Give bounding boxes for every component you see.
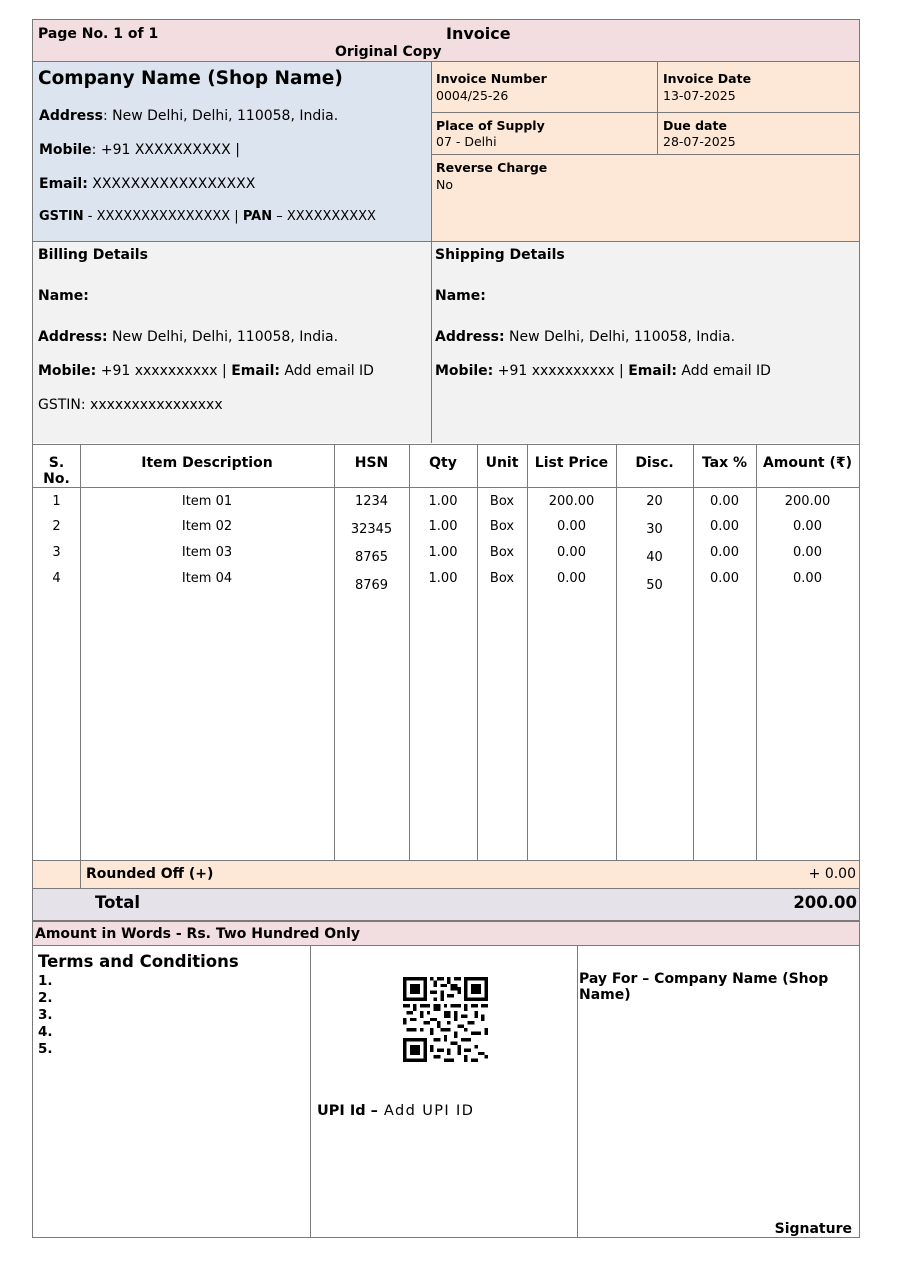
- cell-qty: 1.00: [428, 545, 458, 560]
- cell-list-price: 0.00: [557, 571, 586, 586]
- invoice-date: 13-07-2025: [663, 88, 736, 103]
- shipping-title: Shipping Details: [435, 247, 565, 263]
- shipping-name-label: Name:: [435, 288, 486, 304]
- payment-block: [578, 946, 859, 1238]
- col-header-discount: Disc.: [635, 455, 674, 471]
- cell-list-price: 200.00: [548, 494, 595, 509]
- page-number: Page No. 1 of 1: [38, 26, 159, 42]
- amount-in-words-row: [33, 922, 859, 945]
- invoice-header: [33, 20, 859, 61]
- billing-gstin: GSTIN: xxxxxxxxxxxxxxxx: [38, 397, 223, 413]
- billing-block: [33, 242, 431, 443]
- company-email: Email: XXXXXXXXXXXXXXXXX: [39, 176, 256, 192]
- invoice-number: 0004/25-26: [436, 88, 509, 103]
- terms-block: [33, 946, 310, 1238]
- cell-qty: 1.00: [428, 494, 458, 509]
- col-header-amount: Amount (₹): [762, 455, 853, 471]
- copy-label: Original Copy: [335, 44, 442, 60]
- billing-address: Address: New Delhi, Delhi, 110058, India.: [38, 329, 339, 345]
- shipping-contact: Mobile: +91 xxxxxxxxxx | Email: Add email ID: [435, 363, 771, 379]
- cell-hsn: 8765: [354, 550, 389, 565]
- cell-sno: 2: [52, 519, 61, 534]
- terms-item: 1.: [38, 973, 53, 989]
- company-block: [33, 62, 431, 241]
- cell-unit: Box: [489, 571, 515, 586]
- due-date-label: Due date: [663, 118, 727, 133]
- company-name: Company Name (Shop Name): [38, 68, 343, 89]
- invoice-title: Invoice: [446, 24, 511, 43]
- cell-tax: 0.00: [710, 571, 739, 586]
- cell-discount: 50: [646, 578, 663, 593]
- cell-description: Item 01: [181, 494, 233, 509]
- cell-unit: Box: [489, 519, 515, 534]
- cell-hsn: 8769: [354, 578, 389, 593]
- total-row: [33, 889, 859, 920]
- invoice-number-label: Invoice Number: [436, 71, 547, 86]
- col-header-description: Item Description: [141, 455, 273, 471]
- cell-description: Item 03: [181, 545, 233, 560]
- company-mobile: Mobile: +91 XXXXXXXXXX |: [39, 142, 240, 158]
- billing-title: Billing Details: [38, 247, 148, 263]
- cell-unit: Box: [489, 545, 515, 560]
- signature-label: Signature: [774, 1221, 852, 1237]
- col-header-tax: Tax %: [701, 455, 748, 471]
- reverse-charge-label: Reverse Charge: [436, 160, 548, 175]
- place-of-supply: 07 - Delhi: [436, 134, 497, 149]
- col-header-unit: Unit: [485, 455, 519, 471]
- cell-description: Item 04: [181, 571, 233, 586]
- col-header-hsn: HSN: [354, 455, 389, 471]
- pay-for-label: Pay For – Company Name (Shop Name): [579, 971, 829, 1003]
- shipping-address: Address: New Delhi, Delhi, 110058, India.: [435, 329, 736, 345]
- cell-hsn: 1234: [354, 494, 389, 509]
- cell-qty: 1.00: [428, 519, 458, 534]
- company-gstin-pan: GSTIN - XXXXXXXXXXXXXXX | PAN – XXXXXXXXXX: [39, 209, 376, 224]
- col-header-list-price: List Price: [534, 455, 609, 471]
- billing-contact: Mobile: +91 xxxxxxxxxx | Email: Add email ID: [38, 363, 374, 379]
- terms-item: 3.: [38, 1007, 53, 1023]
- cell-discount: 20: [646, 494, 663, 509]
- cell-amount: 200.00: [784, 494, 831, 509]
- invoice-sheet: [32, 19, 860, 1238]
- upi-block: [311, 946, 577, 1238]
- cell-amount: 0.00: [793, 571, 822, 586]
- due-date: 28-07-2025: [663, 134, 736, 149]
- cell-discount: 40: [646, 550, 663, 565]
- invoice-date-label: Invoice Date: [663, 71, 752, 86]
- qr-code-icon: [403, 977, 488, 1062]
- items-table: [33, 445, 859, 860]
- cell-discount: 30: [646, 522, 663, 537]
- cell-tax: 0.00: [710, 545, 739, 560]
- company-address: Address: New Delhi, Delhi, 110058, India.: [39, 108, 339, 124]
- col-header-qty: Qty: [429, 455, 457, 471]
- cell-unit: Box: [489, 494, 515, 509]
- col-header-sno-2: No.: [43, 471, 70, 487]
- terms-item: 2.: [38, 990, 53, 1006]
- cell-description: Item 02: [181, 519, 233, 534]
- cell-hsn: 32345: [350, 522, 393, 537]
- upi-id: UPI Id – Add UPI ID: [317, 1103, 475, 1119]
- rounded-off-label: Rounded Off (+): [86, 866, 214, 882]
- cell-list-price: 0.00: [557, 545, 586, 560]
- cell-tax: 0.00: [710, 494, 739, 509]
- cell-sno: 4: [52, 571, 61, 586]
- rounded-off-value: + 0.00: [808, 866, 856, 882]
- rounded-off-row: [33, 861, 859, 888]
- cell-amount: 0.00: [793, 519, 822, 534]
- terms-title: Terms and Conditions: [38, 952, 239, 971]
- cell-qty: 1.00: [428, 571, 458, 586]
- terms-item: 4.: [38, 1024, 53, 1040]
- cell-list-price: 0.00: [557, 519, 586, 534]
- col-header-sno-1: S.: [48, 455, 65, 471]
- terms-item: 5.: [38, 1041, 53, 1057]
- place-of-supply-label: Place of Supply: [436, 118, 545, 133]
- reverse-charge: No: [436, 177, 453, 192]
- total-value: 200.00: [793, 893, 857, 912]
- cell-amount: 0.00: [793, 545, 822, 560]
- cell-tax: 0.00: [710, 519, 739, 534]
- billing-name-label: Name:: [38, 288, 89, 304]
- cell-sno: 3: [52, 545, 61, 560]
- amount-in-words: Amount in Words - Rs. Two Hundred Only: [35, 926, 361, 942]
- total-label: Total: [95, 893, 141, 912]
- invoice-meta-block: [432, 62, 859, 241]
- cell-sno: 1: [52, 494, 61, 509]
- shipping-block: [432, 242, 859, 443]
